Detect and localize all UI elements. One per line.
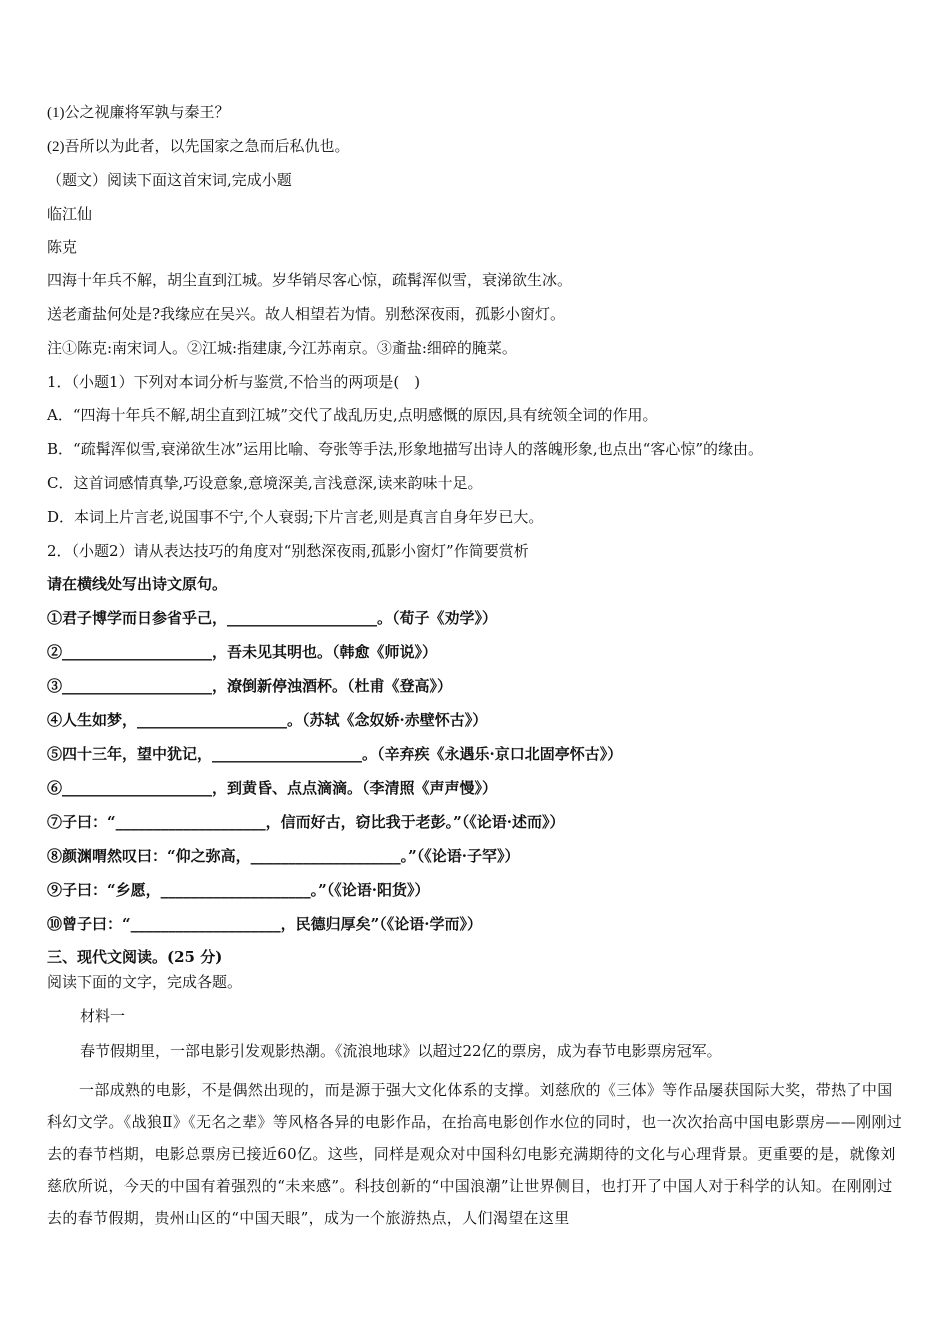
fill-blank-6: ⑥____________________，到黄昏、点点滴滴。（李清照《声声慢》） bbox=[47, 779, 498, 797]
option-d: D．本词上片言老,说国事不宁,个人衰弱;下片言老,则是真言自身年岁已大。 bbox=[47, 508, 544, 526]
reading-instruction: 阅读下面的文字，完成各题。 bbox=[47, 973, 243, 991]
fill-blank-1: ①君子博学而日参省乎己，____________________。（荀子《劝学》） bbox=[47, 609, 498, 627]
article-paragraph: 一部成熟的电影，不是偶然出现的，而是源于强大文化体系的支撑。刘慈欣的《三体》等作品屡获国际大奖，带热了中国科幻文学。《战狼Ⅱ》《无名之辈》等风格各异的电影作品，在抬高电影创作水位的同时，也一次次抬高中国电影票房——刚刚过去的春节档期，电影总票房已接近60亿。这些，同样是观众对中国科幻电影充满期待的文化与心理背景。更重要的是，就像刘慈欣所说，今天的中国有着强烈的“未来感”。科技创新的“中国浪潮”让世界侧目，也打开了中国人对于科学的认知。在刚刚过去的春节假期，贵州山区的“中国天眼”，成为一个旅游热点，人们渴望在这里 bbox=[47, 1081, 903, 1227]
question-translate-2: (2)吾所以为此者，以先国家之急而后私仇也。 bbox=[47, 139, 350, 155]
option-b: B．“疏髯浑似雪,衰涕欲生冰”运用比喻、夸张等手法,形象地描写出诗人的落魄形象,也点出“客心惊”的缘由。 bbox=[47, 440, 764, 458]
article-intro: 春节假期里，一部电影引发观影热潮。《流浪地球》以超过22亿的票房，成为春节电影票房冠军。 bbox=[80, 1042, 722, 1060]
fill-blank-8: ⑧颜渊喟然叹曰：“仰之弥高，____________________。”（《论语·子罕》） bbox=[47, 847, 520, 865]
poem-line-1: 四海十年兵不解，胡尘直到江城。岁华销尽客心惊，疏髯浑似雪，衰涕欲生冰。 bbox=[47, 271, 573, 289]
poem-section-intro: （题文）阅读下面这首宋词,完成小题 bbox=[47, 171, 292, 189]
poem-title: 临江仙 bbox=[47, 205, 93, 223]
fill-blank-9: ⑨子曰：“乡愿，____________________。”（《论语·阳货》） bbox=[47, 881, 430, 899]
question-1-stem: 1．（小题1）下列对本词分析与鉴赏,不恰当的两项是( ) bbox=[47, 373, 421, 391]
fill-blank-instruction: 请在横线处写出诗文原句。 bbox=[47, 575, 228, 593]
section-heading: 三、现代文阅读。(25 分) bbox=[47, 948, 223, 966]
poem-author: 陈克 bbox=[47, 238, 78, 256]
poem-line-2: 送老齑盐何处是?我缘应在吴兴。故人相望若为情。别愁深夜雨，孤影小窗灯。 bbox=[47, 305, 566, 323]
fill-blank-2: ②____________________，吾未见其明也。（韩愈《师说》） bbox=[47, 643, 438, 661]
fill-blank-4: ④人生如梦，____________________。（苏轼《念奴娇·赤壁怀古》） bbox=[47, 711, 488, 729]
material-label: 材料一 bbox=[80, 1007, 126, 1025]
fill-blank-10: ⑩曾子曰：“____________________，民德归厚矣”（《论语·学而》） bbox=[47, 915, 482, 933]
question-translate-1: (1)公之视廉将军孰与秦王？ bbox=[47, 105, 230, 121]
fill-blank-3: ③____________________，潦倒新停浊酒杯。（杜甫《登高》） bbox=[47, 677, 453, 695]
option-a: A．“四海十年兵不解,胡尘直到江城”交代了战乱历史,点明感慨的原因,具有统领全词的作用。 bbox=[47, 406, 658, 424]
fill-blank-5: ⑤四十三年，望中犹记，____________________。（辛弃疾《永遇乐·京口北固亭怀古》） bbox=[47, 745, 623, 763]
option-c: C．这首词感情真挚,巧设意象,意境深美,言浅意深,读来韵味十足。 bbox=[47, 474, 483, 492]
poem-notes: 注①陈克:南宋词人。②江城:指建康,今江苏南京。③齑盐:细碎的腌菜。 bbox=[47, 339, 517, 357]
fill-blank-7: ⑦子曰：“____________________，信而好古，窃比我于老彭。”（《论语·述而》） bbox=[47, 813, 565, 831]
question-2-stem: 2．（小题2）请从表达技巧的角度对“别愁深夜雨,孤影小窗灯”作简要赏析 bbox=[47, 542, 529, 560]
